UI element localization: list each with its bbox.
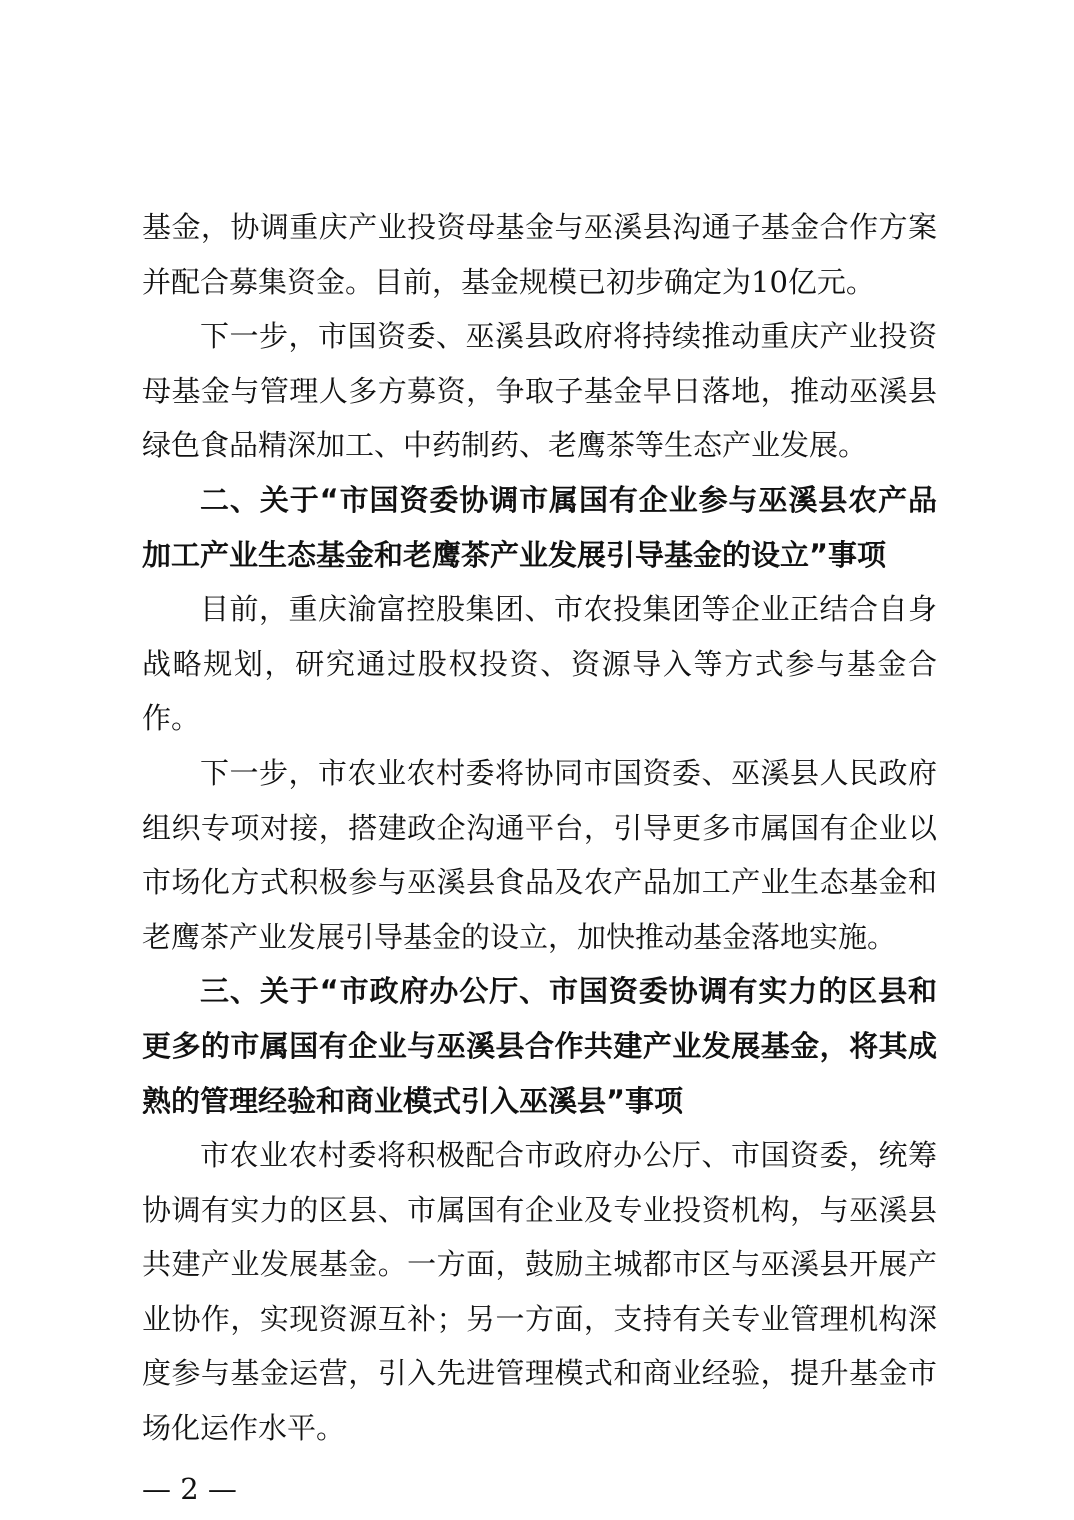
page-number: — 2 — xyxy=(142,1472,237,1506)
paragraph-cooperation-plan: 市农业农村委将积极配合市政府办公厅、市国资委，统筹协调有实力的区县、市属国有企业及专业投资机构，与巫溪县共建产业发展基金。一方面，鼓励主城都市区与巫溪县开展产业协作，实现资源互补；另一方面，支持有关专业管理机构深度参与基金运营，引入先进管理模式和商业经验，提升基金市场化运作水平。 xyxy=(142,1138,937,1446)
paragraph-next-step-2: 下一步，市农业农村委将协同市国资委、巫溪县人民政府组织专项对接，搭建政企沟通平台，引导更多市属国有企业以市场化方式积极参与巫溪县食品及农产品加工产业生态基金和老鹰茶产业发展引导基金的设立，加快推动基金落地实施。 xyxy=(142,755,937,954)
paragraph-fund-continuation: 基金，协调重庆产业投资母基金与巫溪县沟通子基金合作方案并配合募集资金。目前，基金规模已初步确定为10亿元。 xyxy=(142,210,937,299)
document-body xyxy=(142,200,937,1456)
section-heading-2: 二、关于“市国资委协调市属国有企业参与巫溪县农产品加工产业生态基金和老鹰茶产业发展引导基金的设立”事项 xyxy=(142,482,937,572)
paragraph-next-step-1: 下一步，市国资委、巫溪县政府将持续推动重庆产业投资母基金与管理人多方募资，争取子基金早日落地，推动巫溪县绿色食品精深加工、中药制药、老鹰茶等生态产业发展。 xyxy=(142,319,937,463)
section-heading-3: 三、关于“市政府办公厅、市国资委协调有实力的区县和更多的市属国有企业与巫溪县合作共建产业发展基金，将其成熟的管理经验和商业模式引入巫溪县”事项 xyxy=(142,974,937,1118)
paragraph-current-status: 目前，重庆渝富控股集团、市农投集团等企业正结合自身战略规划，研究通过股权投资、资源导入等方式参与基金合作。 xyxy=(142,592,937,736)
